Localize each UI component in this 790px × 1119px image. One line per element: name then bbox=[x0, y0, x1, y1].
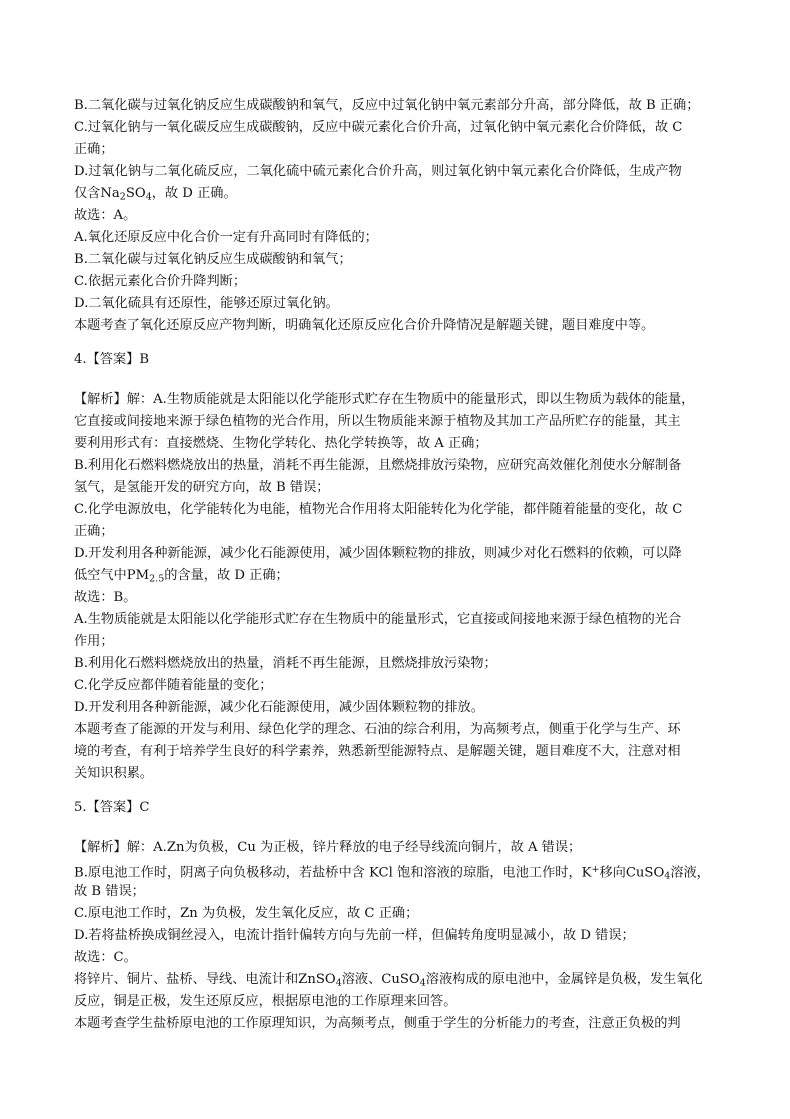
text-line: 故 B 错误； bbox=[74, 884, 145, 899]
text-line: 要利用形式有：直接燃烧、生物化学转化、热化学转换等，故 A 正确； bbox=[74, 436, 488, 451]
text-line: B.二氧化碳与过氧化钠反应生成碳酸钠和氧气，反应中过氧化钠中氧元素部分升高，部分降低，故 B 正确； bbox=[74, 98, 700, 113]
text-line: C.过氧化钠与一氧化碳反应生成碳酸钠，反应中碳元素化合价升高，过氧化钠中氧元素化合价降低，故 C bbox=[74, 120, 683, 135]
text-line: 境的考查，有利于培养学生良好的科学素养，熟悉新型能源特点、是解题关键，题目难度不大，注意对相 bbox=[74, 744, 681, 759]
text-run: B.原电池工作时，阴离子向负极移动，若盐桥中含 KCl 饱和溶液的琼脂，电池工作时，K bbox=[74, 865, 592, 881]
text-run: 溶液构成的原电池中，金属锌是负极，发生氧化 bbox=[425, 972, 703, 987]
text-run: 溶液、CuSO bbox=[341, 972, 420, 987]
text-run: 的含量，故 D 正确； bbox=[164, 568, 289, 583]
text-line: B.利用化石燃料燃烧放出的热量，消耗不再生能源，且燃烧排放污染物； bbox=[74, 656, 497, 671]
subscript: 4 bbox=[664, 870, 671, 882]
text-line: 本题考查了氧化还原反应产物判断，明确氧化还原反应化合价升降情况是解题关键，题目难度中等。 bbox=[74, 318, 655, 333]
text-run: 将锌片、铜片、盐桥、导线、电流计和ZnSO bbox=[74, 972, 336, 987]
text-line: 作用； bbox=[74, 634, 114, 649]
text-run: 溶液， bbox=[670, 865, 710, 881]
text-line: D.过氧化钠与二氧化硫反应，二氧化硫中硫元素化合价升高，则过氧化钠中氧元素化合价降低，生成产物 bbox=[74, 164, 682, 179]
text-run: 低空气中PM bbox=[74, 568, 150, 583]
superscript: + bbox=[591, 864, 600, 875]
answer-heading: 4.【答案】B bbox=[74, 352, 150, 367]
text-line: C.依据元素化合价升降判断； bbox=[74, 274, 247, 289]
text-line: 正确； bbox=[74, 524, 114, 539]
text-line: 它直接或间接地来源于绿色植物的光合作用，所以生物质能来源于植物及其加工产品所贮存的能量，其主 bbox=[74, 414, 681, 429]
subscript: 4 bbox=[335, 977, 342, 989]
text-line bbox=[74, 970, 724, 993]
subscript: 4 bbox=[145, 191, 152, 203]
text-line: 故选：B。 bbox=[74, 590, 137, 605]
text-line: 关知识积累。 bbox=[74, 766, 154, 781]
text-line: C.原电池工作时，Zn 为负极，发生氧化反应，故 C 正确； bbox=[74, 906, 419, 921]
text-line: A.氧化还原反应中化合价一定有升高同时有降低的； bbox=[74, 230, 378, 245]
text-line: 反应，铜是正极，发生还原反应，根据原电池的工作原理来回答。 bbox=[74, 994, 457, 1009]
text-run: 仅含Na bbox=[74, 186, 120, 201]
text-line: C.化学反应都伴随着能量的变化； bbox=[74, 678, 273, 693]
text-line: B.利用化石燃料燃烧放出的热量，消耗不再生能源，且燃烧排放污染物，应研究高效催化剂使水分解制备 bbox=[74, 458, 682, 473]
subscript: 2 bbox=[119, 191, 126, 203]
text-line: A.生物质能就是太阳能以化学能形式贮存在生物质中的能量形式，它直接或间接地来源于绿色植物的光合 bbox=[74, 612, 682, 627]
text-line: D.开发利用各种新能源，减少化石能源使用，减少固体颗粒物的排放。 bbox=[74, 700, 484, 715]
text-line: D.开发利用各种新能源，减少化石能源使用，减少固体颗粒物的排放，则减少对化石燃料的依赖，可以降 bbox=[74, 546, 682, 561]
answer-heading: 5.【答案】C bbox=[74, 800, 150, 815]
text-line: 故选：C。 bbox=[74, 950, 137, 965]
text-line: 本题考查学生盐桥原电池的工作原理知识，为高频考点，侧重于学生的分析能力的考查，注意正负极的判 bbox=[74, 1016, 681, 1031]
text-line: C.化学电源放电，化学能转化为电能，植物光合作用将太阳能转化为化学能，都伴随着能量的变化，故 C bbox=[74, 502, 683, 517]
text-line bbox=[74, 184, 724, 207]
text-line bbox=[74, 566, 724, 589]
text-line: D.若将盐桥换成铜丝浸入，电流计指针偏转方向与先前一样，但偏转角度明显减小，故 D 错误； bbox=[74, 928, 635, 943]
subscript: 2.5 bbox=[149, 573, 165, 585]
text-line: 氢气，是氢能开发的研究方向，故 B 错误； bbox=[74, 480, 330, 495]
text-line: B.二氧化碳与过氧化钠反应生成碳酸钠和氧气； bbox=[74, 252, 352, 267]
subscript: 4 bbox=[419, 977, 426, 989]
text-run: SO bbox=[125, 186, 146, 201]
text-line: 正确； bbox=[74, 142, 114, 157]
text-line: 【解析】解：A.Zn为负极，Cu 为正极，锌片释放的电子经导线流向铜片，故 A 错误； bbox=[74, 840, 582, 855]
text-line: 故选：A。 bbox=[74, 208, 137, 223]
text-run: 移向CuSO bbox=[599, 865, 665, 881]
text-run: ，故 D 正确。 bbox=[151, 186, 237, 201]
text-line: 【解析】解：A.生物质能就是太阳能以化学能形式贮存在生物质中的能量形式，即以生物质为载体的能量， bbox=[74, 392, 695, 407]
text-line: 本题考查了能源的开发与利用、绿色化学的理念、石油的综合利用，为高频考点，侧重于化学与生产、环 bbox=[74, 722, 681, 737]
text-line: D.二氧化硫具有还原性，能够还原过氧化钠。 bbox=[74, 296, 339, 311]
